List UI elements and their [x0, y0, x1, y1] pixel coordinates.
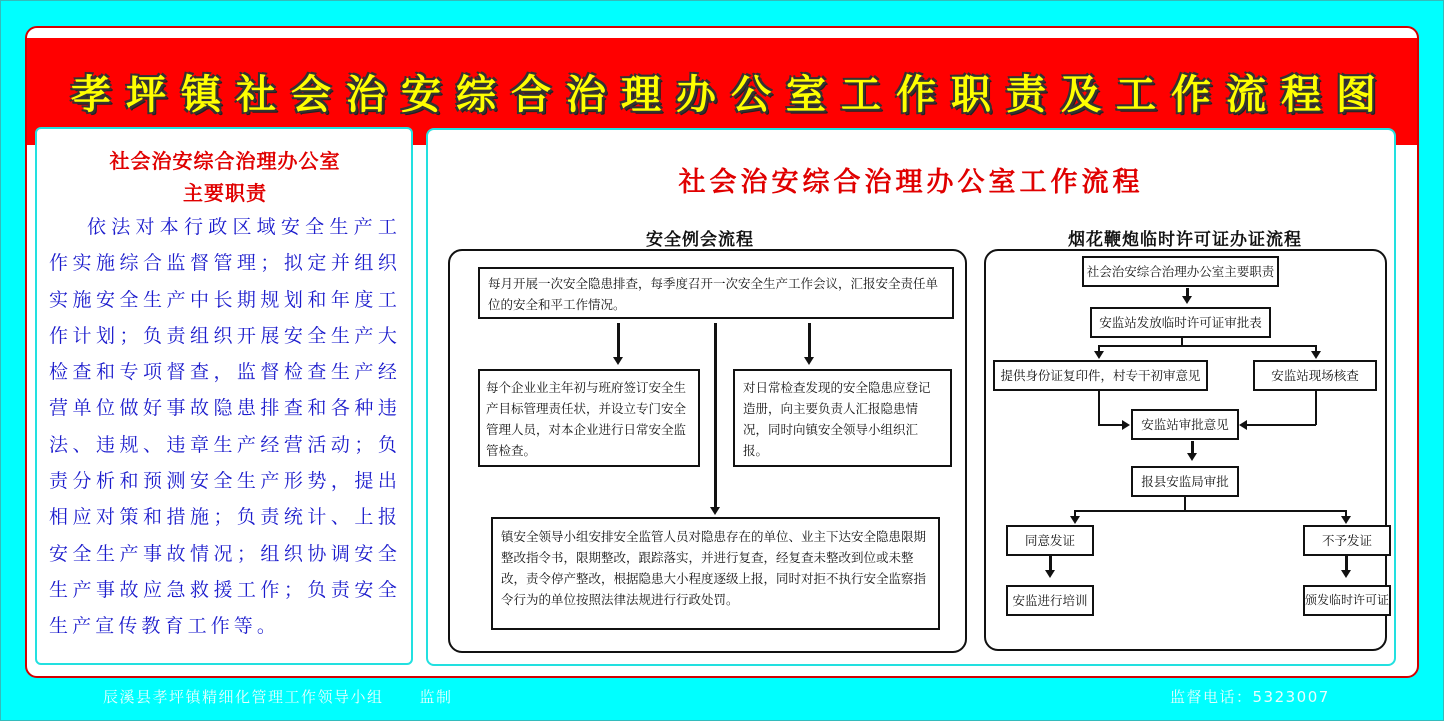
permit-approve-box: 同意发证	[1006, 525, 1094, 556]
safety-top-box: 每月开展一次安全隐患排查，每季度召开一次安全生产工作会议，汇报安全责任单位的安全和平工作情况。	[478, 267, 954, 319]
footer-org	[103, 686, 453, 707]
notice-board	[25, 26, 1419, 678]
workflow-panel	[426, 128, 1396, 666]
arrow-right-icon	[1122, 420, 1130, 430]
connector-line	[1098, 424, 1124, 426]
arrow-down-icon	[613, 357, 623, 365]
arrow-down-icon	[1045, 570, 1055, 578]
arrow-down-icon	[1341, 516, 1351, 524]
permit-approve-next-box: 安监进行培训	[1006, 585, 1094, 616]
duties-body: 依法对本行政区域安全生产工作实施综合监督管理；拟定并组织实施安全生产中长期规划和年度工作计划；负责组织开展安全生产大检查和专项督查，监督检查生产经营单位做好事故隐患排查和各种违法、违规、违章生产经营活动；负责分析和预测安全生产形势，提出相应对策和措施；负责统计、上报安全生产事故情况；组织协调安全生产事故应急救援工作；负责安全生产宣传教育工作等。	[49, 216, 401, 638]
connector-line	[1184, 497, 1186, 511]
page-title: 孝坪镇社会治安综合治理办公室工作职责及工作流程图	[71, 72, 1391, 118]
permit-step3-right-box: 安监站现场核查	[1253, 360, 1377, 391]
connector-line	[1098, 345, 1316, 347]
duties-panel	[35, 127, 413, 665]
arrow-down-icon	[804, 357, 814, 365]
footer-org-name: 辰溪县孝坪镇精细化管理工作领导小组	[103, 688, 384, 706]
safety-meeting-title: 安全例会流程	[646, 230, 754, 250]
connector-line	[1074, 510, 1346, 512]
footer-made-by: 监制	[419, 688, 453, 706]
arrow-down-icon	[1182, 296, 1192, 304]
permit-step5-box: 报县安监局审批	[1131, 466, 1239, 497]
connector-line	[1246, 424, 1316, 426]
permit-reject-next-box: 颁发临时许可证	[1303, 585, 1391, 616]
workflow-title: 社会治安综合治理办公室工作流程	[678, 167, 1144, 198]
fireworks-permit-title: 烟花鞭炮临时许可证办证流程	[1068, 230, 1302, 250]
permit-step4-box: 安监站审批意见	[1131, 409, 1239, 440]
permit-reject-box: 不予发证	[1303, 525, 1391, 556]
permit-step1-box: 社会治安综合治理办公室主要职责	[1082, 256, 1279, 287]
connector-line	[1098, 391, 1100, 425]
arrow-down-icon	[1187, 453, 1197, 461]
connector-line	[714, 323, 717, 509]
safety-left-box: 每个企业业主年初与班府签订安全生产目标管理责任状，并设立专门安全管理人员，对本企业进行日常安全监管检查。	[478, 369, 700, 467]
duties-heading-line1: 社会治安综合治理办公室	[109, 149, 341, 173]
footer-hotline: 监督电话：5323007	[1170, 688, 1330, 706]
connector-line	[1315, 391, 1317, 425]
duties-heading-line2: 主要职责	[183, 181, 267, 205]
arrow-down-icon	[1341, 570, 1351, 578]
permit-step3-left-box: 提供身份证复印件，村专干初审意见	[993, 360, 1208, 391]
arrow-left-icon	[1239, 420, 1247, 430]
safety-right-box: 对日常检查发现的安全隐患应登记造册，向主要负责人汇报隐患情况，同时向镇安全领导小组织汇报。	[733, 369, 952, 467]
arrow-down-icon	[1094, 351, 1104, 359]
permit-step2-box: 安监站发放临时许可证审批表	[1090, 307, 1271, 338]
arrow-down-icon	[1311, 351, 1321, 359]
connector-line	[808, 323, 811, 359]
safety-bottom-box: 镇安全领导小组安排安全监管人员对隐患存在的单位、业主下达安全隐患限期整改指令书，限期整改，跟踪落实，并进行复查，经复查未整改到位或未整改，责令停产整改，根据隐患大小程度逐级上报，同时对拒不执行安全监察指令行为的单位按照法律法规进行行政处罚。	[491, 517, 940, 630]
arrow-down-icon	[710, 507, 720, 515]
connector-line	[617, 323, 620, 359]
arrow-down-icon	[1070, 516, 1080, 524]
